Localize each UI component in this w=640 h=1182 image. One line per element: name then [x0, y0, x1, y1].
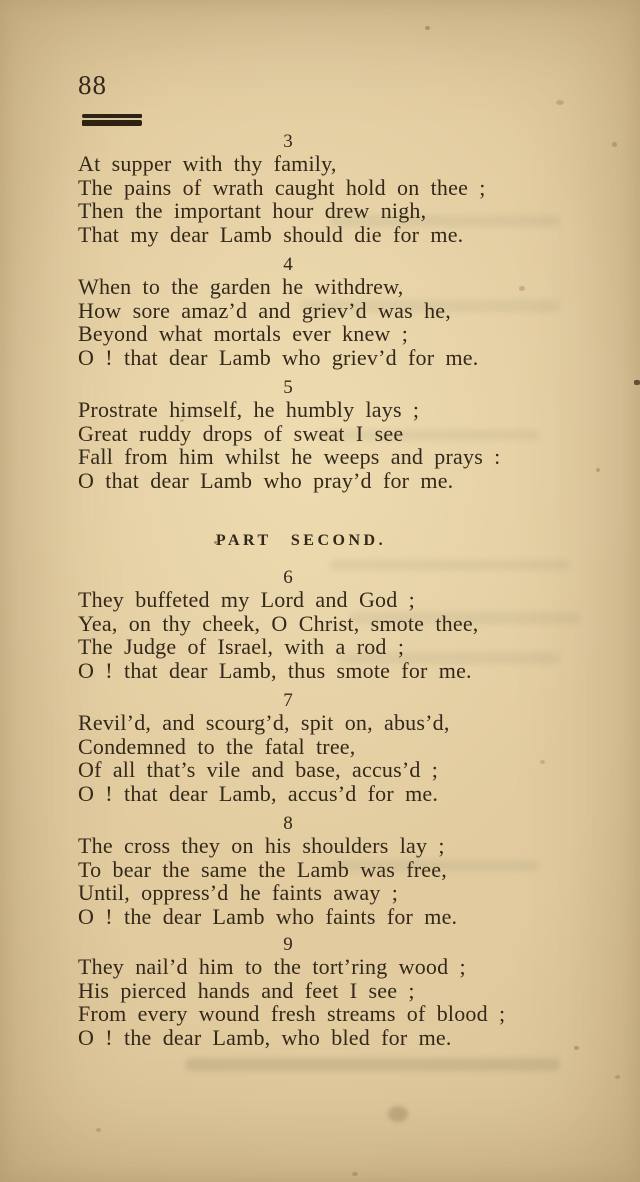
stanza-number: 9	[283, 934, 293, 955]
stanza-6	[78, 568, 640, 682]
verse-line: His pierced hands and feet I see ;	[78, 977, 415, 1003]
ornament-rule-thin	[82, 114, 142, 118]
verse-line: O that dear Lamb who pray’d for me.	[78, 467, 454, 493]
stanza-number: 7	[283, 690, 293, 711]
verse-line: Revil’d, and scourg’d, spit on, abus’d,	[78, 710, 450, 735]
verse-line: The cross they on his shoulders lay ;	[78, 833, 445, 858]
verse-line: That my dear Lamb should die for me.	[78, 221, 464, 247]
stanza-7	[78, 691, 640, 805]
verse-line: Condemned to the fatal tree,	[78, 733, 356, 759]
show-through-smudge	[185, 1058, 560, 1071]
stanza-8	[78, 814, 640, 928]
verse-line: Great ruddy drops of sweat I see	[78, 420, 404, 446]
ornament-rule-thick	[82, 120, 142, 126]
stanza-number: 3	[283, 131, 293, 152]
paper-speck	[615, 1075, 620, 1079]
verse-line: The pains of wrath caught hold on thee ;	[78, 174, 486, 200]
stanza-5	[78, 378, 640, 492]
verse-line: O ! the dear Lamb who faints for me.	[78, 903, 458, 929]
verse-line: O ! that dear Lamb, accus’d for me.	[78, 780, 439, 806]
page-number: 88	[78, 70, 107, 100]
paper-speck	[352, 1172, 358, 1176]
verse-line: Until, oppress’d he faints away ;	[78, 880, 399, 905]
double-rule-ornament	[82, 114, 142, 126]
verse-line: Yea, on thy cheek, O Christ, smote thee,	[78, 610, 479, 636]
verse-line: How sore amaz’d and griev’d was he,	[78, 297, 451, 323]
verse-line: They buffeted my Lord and God ;	[78, 587, 415, 612]
verse-line: O ! the dear Lamb, who bled for me.	[78, 1024, 452, 1050]
verse-line: Prostrate himself, he humbly lays ;	[78, 397, 420, 422]
verse-line: Fall from him whilst he weeps and prays :	[78, 444, 501, 469]
verse-line: At supper with thy family,	[78, 151, 337, 176]
stanza-number: 5	[283, 377, 293, 398]
stanza-4	[78, 255, 640, 369]
paper-stain	[388, 1106, 408, 1122]
stanza-number: 6	[283, 567, 293, 588]
verse-line: To bear the same the Lamb was free,	[78, 856, 447, 882]
stanza-3	[78, 132, 640, 246]
verse-line: Then the important hour drew nigh,	[78, 198, 427, 223]
verse-line: The Judge of Israel, with a rod ;	[78, 634, 405, 659]
stanza-number: 4	[283, 254, 293, 275]
verse-line: O ! that dear Lamb, thus smote for me.	[78, 657, 472, 683]
verse-line: When to the garden he withdrew,	[78, 274, 404, 299]
paper-speck	[96, 1128, 101, 1132]
stanza-9	[78, 935, 640, 1049]
verse-line: They nail’d him to the tort’ring wood ;	[78, 954, 466, 979]
verse-line: Beyond what mortals ever knew ;	[78, 321, 409, 346]
verse-line: Of all that’s vile and base, accus’d ;	[78, 757, 439, 782]
verse-line: O ! that dear Lamb who griev’d for me.	[78, 344, 479, 370]
part-heading: PART SECOND.	[215, 532, 387, 549]
stanza-number: 8	[283, 813, 293, 834]
verse-line: From every wound fresh streams of blood ;	[78, 1001, 506, 1026]
